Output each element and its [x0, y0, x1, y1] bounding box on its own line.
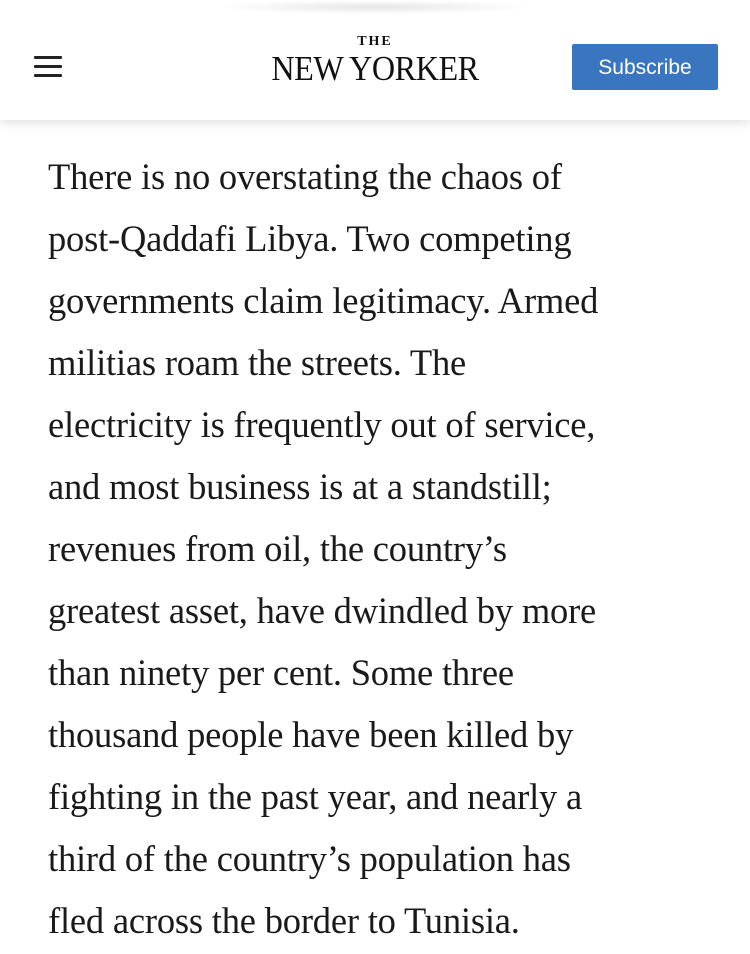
logo-main-text: NEW YORKER [271, 49, 479, 88]
article-line: There is no overstating the chaos of [48, 156, 562, 197]
menu-line [34, 65, 62, 68]
menu-line [34, 56, 62, 59]
menu-line [34, 74, 62, 77]
article-line: militias roam the streets. The [48, 342, 467, 383]
article-line: post-Qaddafi Libya. Two competing [48, 218, 572, 259]
article-line: greatest asset, have dwindled by more [48, 590, 597, 631]
article-line: thousand people have been killed by [48, 714, 574, 755]
article-paragraph [48, 146, 728, 952]
subscribe-button[interactable]: Subscribe [572, 44, 718, 90]
top-shadow-glow [215, 0, 535, 14]
article-line: electricity is frequently out of service, [48, 404, 596, 445]
article-line: fled across the border to Tunisia. [48, 900, 520, 941]
article-line: governments claim legitimacy. Armed [48, 280, 599, 321]
top-navigation-bar [0, 0, 750, 120]
article-line: than ninety per cent. Some three [48, 652, 514, 693]
new-yorker-logo[interactable] [225, 34, 525, 94]
article-line: and most business is at a standstill; [48, 466, 552, 507]
article-line: third of the country’s population has [48, 838, 571, 879]
article-line: revenues from oil, the country’s [48, 528, 507, 569]
logo-the-text: THE [357, 34, 393, 49]
hamburger-menu-icon[interactable] [30, 52, 66, 80]
article-line: fighting in the past year, and nearly a [48, 776, 582, 817]
